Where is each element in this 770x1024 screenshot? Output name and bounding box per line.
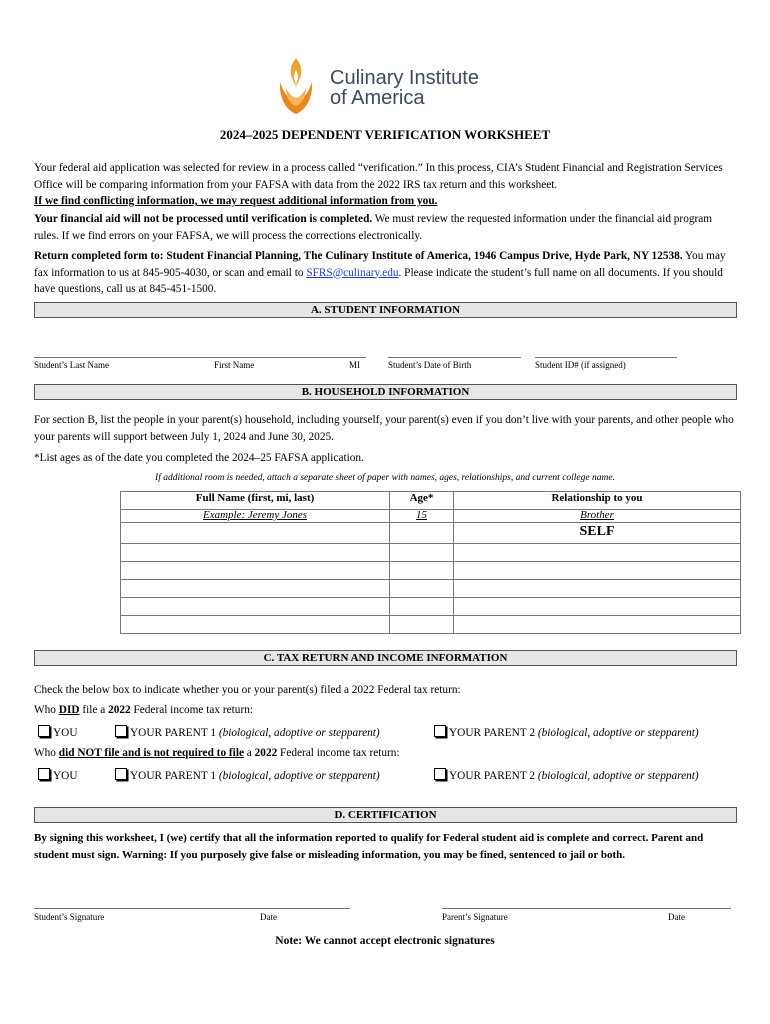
- option-label: YOUR PARENT 1: [130, 727, 219, 739]
- example-row: [121, 510, 741, 523]
- household-table: [120, 491, 741, 634]
- certification-text: By signing this worksheet, I (we) certify that all the information reported to qualify for Federal student aid is complete and correct. Parent and student must sign. Warning: If you purposely give false or misleading information, you may be fined, sentenced to jail or both.: [34, 832, 704, 861]
- relationship-cell[interactable]: [454, 598, 741, 616]
- table-row: [121, 616, 741, 634]
- student-name-line[interactable]: [34, 357, 366, 358]
- student-signature-line[interactable]: [34, 908, 350, 909]
- intro-conflict-text: If we find conflicting information, we may request additional information from you.: [34, 195, 438, 207]
- student-id-line[interactable]: [535, 357, 677, 358]
- mi-label: MI: [349, 360, 360, 370]
- household-instructions: For section B, list the people in your parent(s) household, including yourself, your parent(s) even if you don’t live with your parents, and other people who your parents will support between July 1, 2024 and June 30, 2025.: [34, 414, 734, 443]
- section-d-header: D. CERTIFICATION: [34, 807, 737, 823]
- checkbox-icon[interactable]: [434, 725, 446, 737]
- option-note: (biological, adoptive or stepparent): [218, 727, 380, 739]
- checkbox-icon[interactable]: [115, 768, 127, 780]
- table-row: [121, 544, 741, 562]
- electronic-signature-note: Note: We cannot accept electronic signatures: [275, 935, 495, 947]
- fax-text: You may fax information to us at 845-905-4030, or scan and email to: [34, 250, 726, 279]
- intro-text: Your federal aid application was selected for review in a process called “verification.” In this process, CIA’s Student Financial and Registration Services Office will be comparing information from your FAFSA with data from the 2022 IRS tax return and this worksheet.: [34, 162, 723, 191]
- dob-line[interactable]: [388, 357, 521, 358]
- self-age-cell[interactable]: [390, 523, 454, 544]
- email-link[interactable]: SFRS@culinary.edu: [306, 266, 399, 279]
- table-header-row: [121, 492, 741, 510]
- self-row: [121, 523, 741, 544]
- not-file-parent2-option[interactable]: [434, 768, 699, 782]
- did-year: 2022: [108, 704, 131, 716]
- logo-line-2: of America: [330, 87, 425, 109]
- age-cell[interactable]: [390, 544, 454, 562]
- name-cell[interactable]: [121, 598, 390, 616]
- section-b-header: B. HOUSEHOLD INFORMATION: [34, 384, 737, 400]
- parent-date-label: Date: [668, 912, 685, 922]
- checkbox-icon[interactable]: [434, 768, 446, 780]
- did-file-you-option[interactable]: [38, 725, 77, 739]
- did-file-parent2-option[interactable]: [434, 725, 699, 739]
- name-cell[interactable]: [121, 580, 390, 598]
- notfile-pre: Who: [34, 747, 59, 759]
- did-emphasis: DID: [58, 704, 80, 716]
- processing-text: We must review the requested information under the financial aid program rules. If we find errors on your FAFSA, we will process the corrections electronically.: [34, 213, 713, 242]
- checkbox-icon[interactable]: [115, 725, 127, 737]
- did-file-parent1-option[interactable]: [115, 725, 380, 739]
- section-a-header: A. STUDENT INFORMATION: [34, 302, 737, 318]
- option-label: YOUR PARENT 2: [449, 727, 538, 739]
- did-post: Federal income tax return:: [130, 704, 253, 716]
- section-c-header: C. TAX RETURN AND INCOME INFORMATION: [34, 650, 737, 666]
- option-label: YOU: [53, 727, 78, 739]
- intro-paragraph-2: [34, 211, 736, 244]
- relationship-cell[interactable]: [454, 562, 741, 580]
- option-note: (biological, adoptive or stepparent): [537, 770, 699, 782]
- option-label: YOUR PARENT 1: [130, 770, 219, 782]
- parent-signature-label: Parent’s Signature: [442, 912, 508, 922]
- self-name-cell[interactable]: [121, 523, 390, 544]
- did-pre: Who: [34, 704, 59, 716]
- not-file-parent1-option[interactable]: [115, 768, 380, 782]
- logo-line-1: Culinary Institute: [330, 67, 479, 89]
- not-file-question: [34, 747, 400, 759]
- student-signature-label: Student’s Signature: [34, 912, 105, 922]
- relationship-cell[interactable]: [454, 616, 741, 634]
- notfile-emphasis: did NOT file and is not required to file: [58, 747, 244, 759]
- dob-label: Student’s Date of Birth: [388, 360, 472, 370]
- col-age: Age*: [390, 492, 454, 510]
- flame-logo-icon: [276, 56, 322, 118]
- option-note: (biological, adoptive or stepparent): [537, 727, 699, 739]
- not-file-you-option[interactable]: [38, 768, 77, 782]
- notfile-mid: a: [243, 747, 255, 759]
- name-cell[interactable]: [121, 616, 390, 634]
- table-row: [121, 562, 741, 580]
- processing-warning: Your financial aid will not be processed until verification is completed.: [34, 213, 373, 225]
- self-label: SELF: [454, 523, 741, 544]
- example-age: 15: [390, 510, 454, 523]
- notfile-post: Federal income tax return:: [277, 747, 400, 759]
- age-instructions: *List ages as of the date you completed the 2024–25 FAFSA application.: [34, 452, 364, 464]
- checkbox-icon[interactable]: [38, 768, 50, 780]
- contact-text: . Please indicate the student’s full name on all documents. If you should have questions, call us at 845-451-1500.: [34, 266, 723, 295]
- example-name: Example: Jeremy Jones: [121, 510, 390, 523]
- student-id-label: Student ID# (if assigned): [535, 360, 626, 370]
- col-relationship: Relationship to you: [454, 492, 741, 510]
- name-cell[interactable]: [121, 544, 390, 562]
- age-cell[interactable]: [390, 616, 454, 634]
- intro-paragraph-1: [34, 160, 736, 210]
- age-cell[interactable]: [390, 598, 454, 616]
- name-cell[interactable]: [121, 562, 390, 580]
- example-relationship: Brother: [454, 510, 741, 523]
- table-row: [121, 598, 741, 616]
- student-date-label: Date: [260, 912, 277, 922]
- notfile-year: 2022: [254, 747, 278, 759]
- logo-wordmark: [330, 68, 479, 108]
- intro-paragraph-3: [34, 248, 736, 298]
- col-full-name: Full Name (first, mi, last): [121, 492, 390, 510]
- option-label: YOUR PARENT 2: [449, 770, 538, 782]
- age-cell[interactable]: [390, 580, 454, 598]
- cia-logo: [276, 56, 506, 118]
- page-title: 2024–2025 DEPENDENT VERIFICATION WORKSHEET: [219, 127, 551, 142]
- additional-room-note: If additional room is needed, attach a separate sheet of paper with names, ages, relationships, and current college name.: [155, 473, 615, 483]
- relationship-cell[interactable]: [454, 580, 741, 598]
- last-name-label: Student’s Last Name: [34, 360, 109, 370]
- age-cell[interactable]: [390, 562, 454, 580]
- first-name-label: First Name: [214, 360, 255, 370]
- checkbox-icon[interactable]: [38, 725, 50, 737]
- did-mid: file a: [79, 704, 109, 716]
- did-file-question: [34, 704, 253, 716]
- return-address: Return completed form to: Student Financial Planning, The Culinary Institute of America, 1946 Campus Drive, Hyde Park, NY 12538.: [34, 250, 683, 262]
- relationship-cell[interactable]: [454, 544, 741, 562]
- option-label: YOU: [53, 770, 78, 782]
- table-row: [121, 580, 741, 598]
- parent-signature-line[interactable]: [442, 908, 731, 909]
- tax-instructions: Check the below box to indicate whether you or your parent(s) filed a 2022 Federal tax return:: [34, 684, 461, 696]
- option-note: (biological, adoptive or stepparent): [218, 770, 380, 782]
